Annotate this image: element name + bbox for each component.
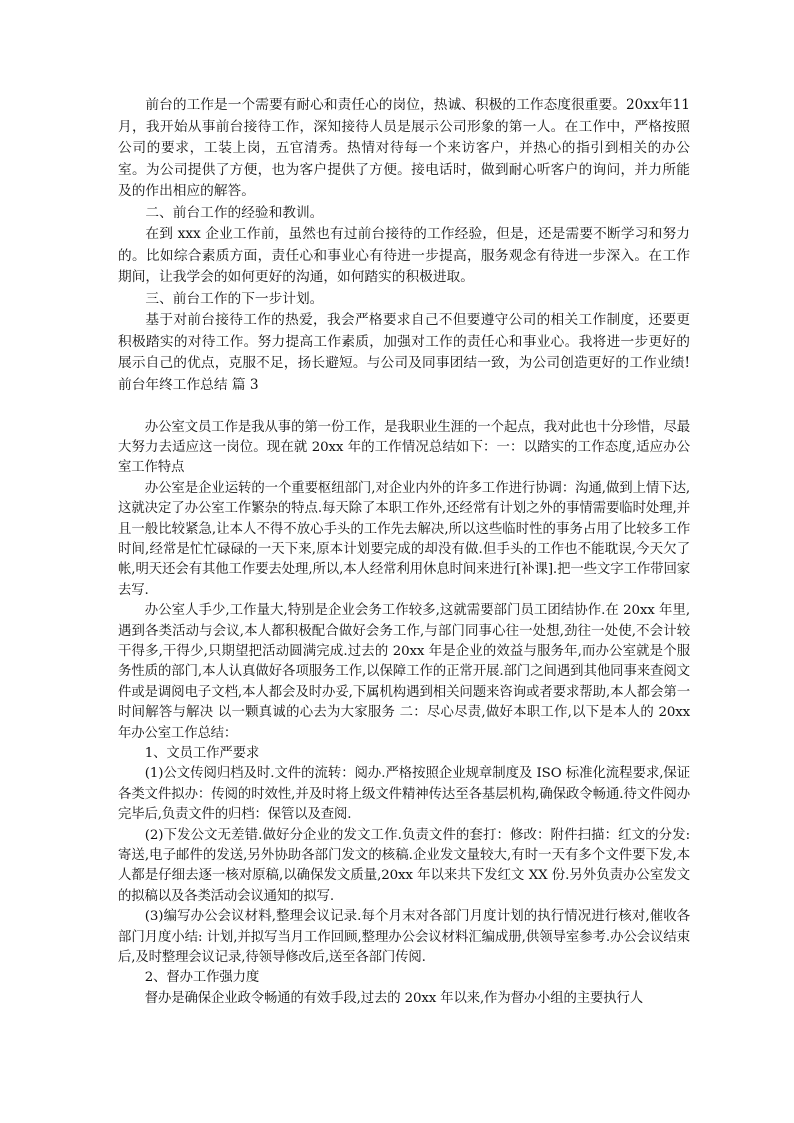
paragraph: (1)公文传阅归档及时.文件的流转：阅办.严格按照企业规章制度及 ISO 标准化流程要求,保证各类文件拟办：传阅的时效性,并及时将上级文件精神传达至各基层机构,确保政令畅通.待文件阅办完毕后,负责文件的归档：保管以及查阅. (118, 766, 690, 823)
paragraph: 办公室是企业运转的一个重要枢纽部门,对企业内外的许多工作进行协调：沟通,做到上情下达,这就决定了办公室工作繁杂的特点.每天除了本职工作外,还经常有计划之外的事情需要临时处理,并且一般比较紧急,让本人不得不放心手头的工作先去解决,所以这些临时性的事务占用了比较多工作时间,经常是忙忙碌碌的一天下来,原本计划要完成的却没有做.但手头的工作也不能耽误,今天欠了帐,明天还会有其他工作要去处理,所以,本人经常利用休息时间来进行[补课].把一些文字工作带回家去写. (118, 480, 690, 598)
section-heading: 1、文员工作严要求 (144, 746, 260, 761)
paragraph: (3)编写办公会议材料,整理会议记录.每个月末对各部门月度计划的执行情况进行核对,催收各部门月度小结: 计划,并拟写当月工作回顾,整理办公会议材料汇编成册,供领导室参考.办公会议结束后,及时整理会议记录,待领导修改后,送至各部门传阅. (118, 909, 690, 966)
paragraph: 基于对前台接待工作的热爱，我会严格要求自己不但要遵守公司的相关工作制度，还要更积极踏实的对待工作。努力提高工作素质，加强对工作的责任心和事业心。我将进一步更好的展示自己的优点，克服不足，扬长避短。与公司及同事团结一致，为公司创造更好的工作业绩!前台年终工作总结 篇 3 (118, 312, 690, 393)
section-heading: 三、前台工作的下一步计划。 (145, 290, 324, 307)
paragraph: 督办是确保企业政令畅通的有效手段,过去的 20xx 年以来,作为督办小组的主要执行人 (144, 990, 643, 1006)
section-heading: 二、前台工作的经验和教训。 (145, 204, 324, 221)
paragraph: 前台的工作是一个需要有耐心和责任心的岗位，热诚、积极的工作态度很重要。20xx年11月，我开始从事前台接待工作，深知接待人员是展示公司形象的第一人。在工作中，严格按照公司的要求，工装上岗，五官清秀。热情对待每一个来访客户，并热心的指引到相关的办公室。为公司提供了方便，也为客户提供了方便。接电话时，做到耐心听客户的询问，并力所能及的作出相应的解答。 (118, 97, 690, 199)
section-heading: 2、督办工作强力度 (144, 970, 260, 986)
paragraph: 办公室文员工作是我从事的第一份工作，是我职业生涯的一个起点，我对此也十分珍惜，尽最大努力去适应这一岗位。现在就 20xx 年的工作情况总结如下：一：以踏实的工作态度,适应办公室工作特点 (118, 419, 690, 476)
document-body (118, 95, 690, 1009)
section-office-clerk-summary (118, 418, 690, 1010)
paragraph: 在到 xxx 企业工作前，虽然也有过前台接待的工作经验，但是，还是需要不断学习和努力的。比如综合素质方面，责任心和事业心有待进一步提高，服务观念有待进一步深入。在工作期间，让我学会的如何更好的沟通，如何踏实的积极进取。 (118, 226, 690, 285)
paragraph: 办公室人手少,工作量大,特别是企业会务工作较多,这就需要部门员工团结协作.在 20xx 年里,遇到各类活动与会议,本人都积极配合做好会务工作,与部门同事心往一处想,劲往一处使,不会计较干得多,干得少,只期望把活动圆满完成.过去的 20xx 年是企业的效益与服务年,而办公室就是个服务性质的部门,本人认真做好各项服务工作,以保障工作的正常开展.部门之间遇到其他同事来查阅文件或是调阅电子文档,本人都会及时办妥,下属机构遇到相关问题来咨询或者要求帮助,本人都会第一时间解答与解决 以一颗真诚的心去为大家服务 二：尽心尽责,做好本职工作,以下是本人的 20xx 年办公室工作总结： (118, 603, 690, 741)
paragraph: (2)下发公文无差错.做好分企业的发文工作.负责文件的套打：修改：附件扫描：红文的分发: 寄送,电子邮件的发送,另外协助各部门发文的核稿.企业发文量较大,有时一天有多个文件要下发,本人都是仔细去逐一核对原稿,以确保发文质量,20xx 年以来共下发红文 XX 份.另外负责办公室发文的拟稿以及各类活动会议通知的拟写. (118, 827, 690, 904)
section-front-desk-summary (118, 95, 690, 396)
